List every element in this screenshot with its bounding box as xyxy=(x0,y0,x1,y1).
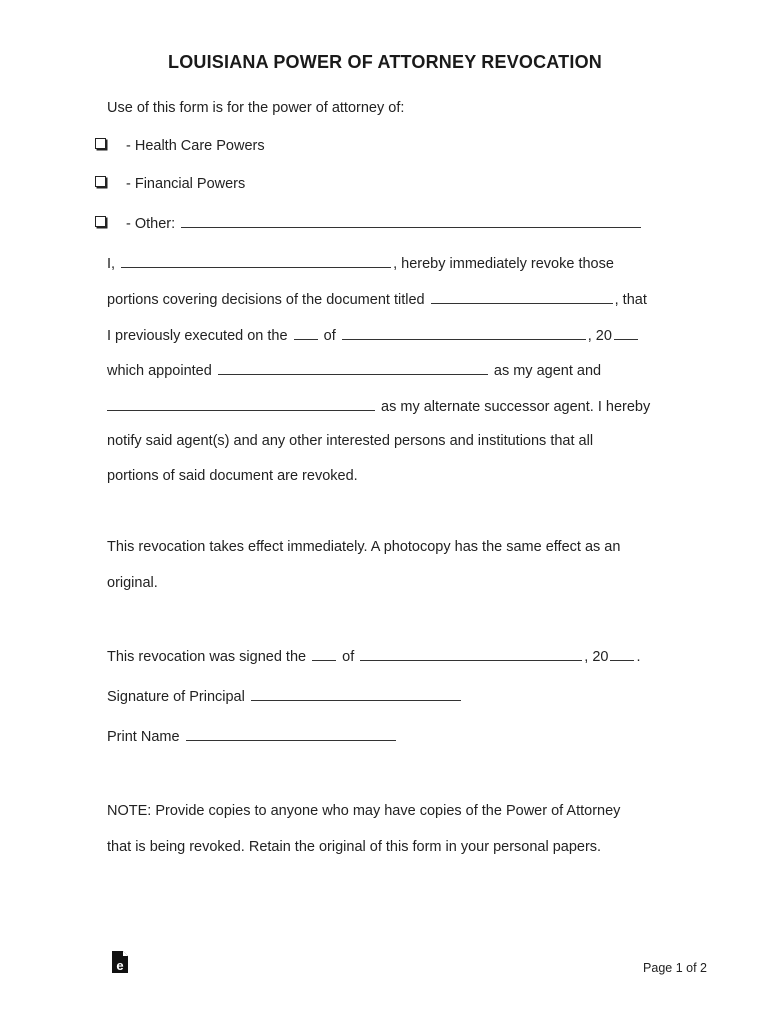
body-line-3-b: of xyxy=(323,328,336,344)
document-title: LOUISIANA POWER OF ATTORNEY REVOCATION xyxy=(168,52,602,72)
signature-field[interactable] xyxy=(251,686,461,701)
option-financial xyxy=(95,175,245,193)
body-line-2 xyxy=(107,289,647,309)
intro-text: Use of this form is for the power of attorney of: xyxy=(107,100,405,116)
signed-date-line xyxy=(107,646,640,666)
body-line-2-b: , that xyxy=(614,292,647,308)
option-health-care xyxy=(95,137,265,155)
body-line-1-b: , hereby immediately revoke those xyxy=(393,256,614,272)
checkbox-health-care[interactable] xyxy=(95,138,106,149)
body-line-6: notify said agent(s) and any other interested persons and institutions that all xyxy=(107,433,594,449)
executed-month-field[interactable] xyxy=(342,325,586,340)
body-line-2-a: portions covering decisions of the document titled xyxy=(107,292,425,308)
signature-line xyxy=(107,686,463,706)
body-line-1-a: I, xyxy=(107,256,116,272)
principal-name-field[interactable] xyxy=(121,253,391,268)
body-line-5-b: as my alternate successor agent. I hereby xyxy=(381,399,651,415)
signed-date-a: This revocation was signed the xyxy=(107,649,307,665)
agent-name-field[interactable] xyxy=(218,360,488,375)
body-line-1 xyxy=(107,253,614,273)
option-other xyxy=(95,213,643,233)
option-health-care-label: - Health Care Powers xyxy=(126,138,265,154)
signed-date-c: , 20 xyxy=(584,649,609,665)
body-line-7: portions of said document are revoked. xyxy=(107,468,358,484)
executed-year-field[interactable] xyxy=(614,325,638,340)
option-financial-label: - Financial Powers xyxy=(126,176,246,192)
body-line-4 xyxy=(107,360,601,380)
signed-day-field[interactable] xyxy=(312,646,336,661)
body-line-4-b: as my agent and xyxy=(493,363,602,379)
option-other-label: - Other: xyxy=(126,216,176,232)
body-line-5 xyxy=(107,396,650,416)
body-line-4-a: which appointed xyxy=(107,363,212,379)
eforms-logo-icon xyxy=(112,951,128,973)
page-number: Page 1 of 2 xyxy=(643,961,707,975)
effect-line-1: This revocation takes effect immediately. A photocopy has the same effect as an xyxy=(107,539,621,555)
body-line-3 xyxy=(107,325,640,345)
body-line-3-a: I previously executed on the xyxy=(107,328,288,344)
signed-date-d: . xyxy=(636,649,641,665)
svg-text:e: e xyxy=(116,958,124,973)
print-name-label: Print Name xyxy=(107,729,180,745)
signed-year-field[interactable] xyxy=(610,646,634,661)
effect-line-2: original. xyxy=(107,575,158,591)
note-line-2: that is being revoked. Retain the original of this form in your personal papers. xyxy=(107,839,602,855)
other-field[interactable] xyxy=(181,213,641,228)
document-title-field[interactable] xyxy=(431,289,613,304)
body-line-3-c: , 20 xyxy=(587,328,612,344)
print-name-field[interactable] xyxy=(186,726,396,741)
alternate-agent-field[interactable] xyxy=(107,396,375,411)
signed-date-b: of xyxy=(342,649,355,665)
checkbox-financial[interactable] xyxy=(95,176,106,187)
executed-day-field[interactable] xyxy=(294,325,318,340)
signed-month-field[interactable] xyxy=(360,646,582,661)
signature-label: Signature of Principal xyxy=(107,689,245,705)
print-name-line xyxy=(107,726,398,746)
checkbox-other[interactable] xyxy=(95,216,106,227)
note-line-1: NOTE: Provide copies to anyone who may have copies of the Power of Attorney xyxy=(107,803,621,819)
